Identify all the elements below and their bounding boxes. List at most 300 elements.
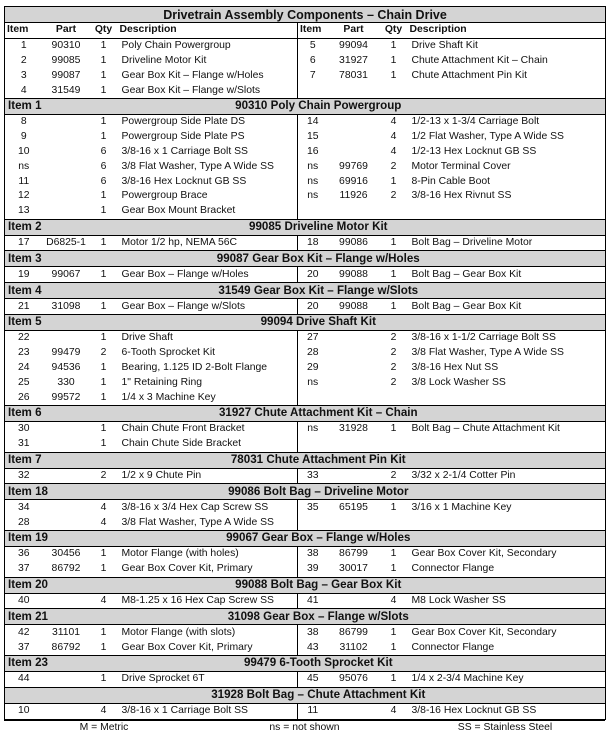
item-number: 5: [309, 40, 316, 52]
section-title: 31549 Gear Box Kit – Flange w/Slots: [90, 283, 606, 299]
part-number: 78031: [339, 69, 368, 81]
item-number: 21: [17, 300, 30, 312]
section-item-number: 2: [35, 220, 42, 234]
parts-table-body: [5, 7, 606, 720]
part-number: 330: [57, 376, 75, 388]
table-title: Drivetrain Assembly Components – Chain Drive: [5, 7, 606, 23]
quantity: 1: [390, 501, 397, 513]
item-number: 11: [18, 175, 30, 187]
item-number: 9: [20, 131, 27, 143]
table-row: [5, 625, 606, 640]
description: 3/8-16 x 1 Carriage Bolt SS: [118, 703, 298, 719]
description: [408, 437, 606, 452]
part-number: [43, 671, 90, 687]
item-number: 38: [306, 626, 319, 638]
quantity: 1: [100, 548, 107, 560]
part-number: 99087: [51, 69, 81, 81]
part-number: 90310: [51, 40, 81, 52]
item-number: 10: [17, 145, 30, 157]
part-number: [43, 703, 90, 719]
part-number: 99572: [51, 391, 81, 403]
part-number: [328, 145, 380, 160]
part-number: [328, 437, 380, 452]
table-row: [5, 174, 606, 189]
description: Bolt Bag – Gear Box Kit: [411, 300, 522, 312]
description: Connector Flange: [411, 641, 495, 653]
section-item-label: Item: [8, 609, 32, 623]
description: Motor Terminal Cover: [411, 160, 511, 172]
part-number: [328, 130, 380, 145]
section-header: [5, 609, 606, 625]
section-title: 99086 Bolt Bag – Driveline Motor: [90, 484, 606, 500]
item-number: 35: [306, 501, 319, 513]
part-number: [328, 346, 380, 361]
column-header-description: Description: [408, 23, 606, 39]
description: Bolt Bag – Gear Box Kit: [411, 268, 522, 280]
item-number: 27: [306, 332, 319, 344]
description: Powergroup Side Plate PS: [118, 130, 298, 145]
column-header-row: [5, 23, 606, 39]
item-number: 6: [309, 54, 316, 66]
quantity: 2: [100, 347, 107, 359]
quantity: 1: [100, 268, 107, 280]
item-number: 36: [17, 548, 30, 560]
section-item-number: 7: [35, 453, 42, 467]
section-header: [5, 452, 606, 468]
part-number: [43, 189, 90, 204]
description: 1" Retaining Ring: [118, 375, 298, 390]
column-header-qty: Qty: [90, 23, 118, 39]
part-number: 65195: [339, 501, 368, 513]
quantity: 6: [100, 145, 107, 157]
table-row: [5, 346, 606, 361]
description: Powergroup Side Plate DS: [118, 114, 298, 129]
table-row: [5, 145, 606, 160]
table-row: [5, 68, 606, 83]
part-number: [328, 703, 380, 719]
legend-stainless: SS = Stainless Steel: [405, 720, 605, 736]
table-row: [5, 299, 606, 315]
part-number: 31098: [51, 300, 81, 312]
section-item-ref: [5, 314, 90, 330]
part-number: [43, 114, 90, 129]
quantity: 1: [100, 423, 107, 435]
column-header-part: Part: [328, 23, 380, 39]
quantity: [380, 515, 408, 530]
description: Motor Flange (with slots): [118, 625, 298, 640]
table-row: [5, 515, 606, 530]
item-number: 40: [17, 594, 30, 606]
item-number: 45: [306, 673, 319, 685]
section-title: 99094 Drive Shaft Kit: [90, 314, 606, 330]
section-item-label: Item: [8, 578, 32, 592]
description: 3/8 Flat Washer, Type A Wide SS: [118, 515, 298, 530]
section-title: 99067 Gear Box – Flange w/Holes: [90, 530, 606, 546]
quantity: 1: [100, 438, 107, 450]
item-number: 16: [306, 145, 319, 157]
item-number: 33: [306, 469, 319, 481]
description: Chute Attachment Kit – Chain: [411, 54, 548, 66]
table-row: [5, 500, 606, 515]
table-row: [5, 421, 606, 436]
legend-metric: M = Metric: [4, 720, 204, 736]
part-number: [43, 330, 90, 345]
description: [408, 204, 606, 219]
item-number: 25: [17, 376, 30, 388]
section-title: 99085 Driveline Motor Kit: [90, 219, 606, 235]
description: [408, 390, 606, 405]
quantity: 1: [100, 391, 107, 403]
quantity: 2: [390, 190, 397, 202]
item-number: 17: [17, 236, 30, 248]
quantity: 1: [100, 190, 107, 202]
part-number: 99479: [51, 347, 81, 359]
description: Gear Box Cover Kit, Secondary: [411, 626, 557, 638]
quantity: 1: [390, 54, 397, 66]
description: Gear Box Mount Bracket: [118, 204, 298, 219]
description: Motor Flange (with holes): [118, 546, 298, 561]
quantity: 2: [390, 347, 397, 359]
table-row: [5, 468, 606, 484]
description: 1/2 x 9 Chute Pin: [118, 468, 298, 484]
quantity: [380, 437, 408, 452]
item-number: 38: [306, 548, 319, 560]
description: Chain Chute Front Bracket: [118, 421, 298, 436]
description: 3/16 x 1 Machine Key: [411, 501, 512, 513]
section-header: [5, 405, 606, 421]
item-number: ns: [18, 160, 30, 172]
section-item-number: 6: [35, 406, 42, 420]
description: 3/8-16 x 3/4 Hex Cap Screw SS: [118, 500, 298, 515]
section-item-label: Item: [8, 484, 32, 498]
part-number: 31549: [51, 84, 81, 96]
item-number: 32: [17, 469, 30, 481]
section-title: 78031 Chute Attachment Pin Kit: [90, 452, 606, 468]
item-number: ns: [307, 423, 319, 435]
quantity: 1: [390, 40, 397, 52]
section-header: [5, 687, 606, 703]
section-title: 99088 Bolt Bag – Gear Box Kit: [90, 577, 606, 593]
table-row: [5, 703, 606, 719]
section-item-number: 1: [35, 99, 42, 113]
table-row: [5, 204, 606, 219]
quantity: 1: [100, 69, 107, 81]
part-number: 86799: [339, 548, 368, 560]
description: 1/2-13 x 1-3/4 Carriage Bolt: [411, 116, 540, 128]
quantity: 4: [100, 501, 107, 513]
section-item-label: Item: [8, 283, 32, 297]
quantity: 1: [100, 641, 107, 653]
quantity: 2: [390, 160, 397, 172]
section-header: [5, 98, 606, 114]
part-number: [328, 375, 380, 390]
section-item-ref: [5, 283, 90, 299]
quantity: 2: [390, 332, 397, 344]
section-item-label: Item: [8, 453, 32, 467]
item-number: 28: [17, 516, 30, 528]
quantity: 2: [390, 376, 397, 388]
part-number: [43, 468, 90, 484]
table-row: [5, 189, 606, 204]
quantity: 4: [390, 145, 397, 157]
quantity: 4: [100, 594, 107, 606]
part-number: [43, 130, 90, 145]
description: 1/4 x 2-3/4 Machine Key: [411, 673, 524, 685]
section-item-label: Item: [8, 220, 32, 234]
part-number: 99085: [51, 54, 81, 66]
quantity: 1: [390, 300, 397, 312]
description: [408, 515, 606, 530]
description: M8-1.25 x 16 Hex Cap Screw SS: [118, 593, 298, 609]
item-number: ns: [307, 190, 319, 202]
column-header-qty: Qty: [380, 23, 408, 39]
section-item-number: 18: [35, 484, 48, 498]
description: Gear Box Cover Kit, Primary: [118, 562, 298, 577]
table-row: [5, 38, 606, 53]
column-header-item: Item: [298, 23, 328, 39]
part-number: [328, 468, 380, 484]
section-item-number: 23: [35, 656, 48, 670]
description: 8-Pin Cable Boot: [411, 175, 491, 187]
item-number: 18: [306, 236, 319, 248]
section-header: [5, 314, 606, 330]
table-row: [5, 437, 606, 452]
item-number: 3: [20, 69, 27, 81]
quantity: 6: [100, 175, 107, 187]
part-number: 99067: [51, 268, 81, 280]
section-title: 31927 Chute Attachment Kit – Chain: [90, 405, 606, 421]
quantity: 1: [100, 300, 107, 312]
item-number: 26: [17, 391, 30, 403]
description: Bolt Bag – Chute Attachment Kit: [411, 423, 560, 435]
section-item-ref: [5, 251, 90, 267]
item-number: 1: [20, 40, 27, 52]
part-number: 31101: [51, 626, 81, 638]
description: Gear Box Kit – Flange w/Holes: [118, 68, 298, 83]
description: Drive Shaft Kit: [411, 40, 478, 52]
part-number: 31927: [339, 54, 368, 66]
description: Gear Box Cover Kit, Primary: [118, 640, 298, 655]
description: Gear Box Kit – Flange w/Slots: [118, 83, 298, 98]
part-number: [43, 204, 90, 219]
section-header: [5, 219, 606, 235]
quantity: 1: [100, 332, 107, 344]
item-number: 20: [306, 268, 319, 280]
parts-table: [4, 6, 606, 720]
section-title: 31928 Bolt Bag – Chute Attachment Kit: [90, 687, 606, 703]
part-number: [43, 174, 90, 189]
table-row: [5, 130, 606, 145]
part-number: 99769: [339, 160, 368, 172]
section-item-ref: [5, 484, 90, 500]
section-title: 31098 Gear Box – Flange w/Slots: [90, 609, 606, 625]
item-number: 8: [20, 116, 27, 128]
item-number: 14: [306, 116, 319, 128]
part-number: 86799: [339, 626, 368, 638]
table-row: [5, 562, 606, 577]
section-title: 99087 Gear Box Kit – Flange w/Holes: [90, 251, 606, 267]
table-row: [5, 390, 606, 405]
description: 3/32 x 2-1/4 Cotter Pin: [411, 469, 516, 481]
part-number: 99094: [339, 40, 368, 52]
item-number: [298, 515, 328, 530]
quantity: 1: [390, 548, 397, 560]
description: Bearing, 1.125 ID 2-Bolt Flange: [118, 361, 298, 376]
quantity: 4: [100, 516, 107, 528]
column-header-part: Part: [43, 23, 90, 39]
column-header-item: Item: [5, 23, 43, 39]
section-item-label: Item: [8, 315, 32, 329]
item-number: 29: [306, 361, 319, 373]
description: 3/8 Flat Washer, Type A Wide SS: [411, 347, 564, 359]
part-number: [328, 390, 380, 405]
quantity: 1: [100, 54, 107, 66]
quantity: 2: [390, 469, 397, 481]
section-item-ref: [5, 687, 90, 703]
item-number: 12: [17, 190, 30, 202]
quantity: 4: [390, 705, 397, 717]
item-number: 31: [17, 438, 30, 450]
table-row: [5, 235, 606, 251]
description: 3/8 Flat Washer, Type A Wide SS: [118, 159, 298, 174]
description: Bolt Bag – Driveline Motor: [411, 236, 533, 248]
section-item-number: 4: [35, 283, 42, 297]
quantity: 4: [390, 131, 397, 143]
description: Gear Box – Flange w/Holes: [118, 267, 298, 283]
part-number: [328, 593, 380, 609]
quantity: 4: [390, 116, 397, 128]
description: 1/2 Flat Washer, Type A Wide SS: [411, 131, 564, 143]
part-number: 30456: [51, 548, 81, 560]
section-header: [5, 577, 606, 593]
section-item-label: Item: [8, 251, 32, 265]
item-number: 7: [309, 69, 316, 81]
quantity: [380, 204, 408, 219]
part-number: 86792: [51, 641, 81, 653]
description: Powergroup Brace: [118, 189, 298, 204]
table-row: [5, 159, 606, 174]
part-number: [328, 330, 380, 345]
part-number: [43, 515, 90, 530]
description: 3/8-16 Hex Rivnut SS: [411, 190, 512, 202]
description: Poly Chain Powergroup: [118, 38, 298, 53]
part-number: 30017: [339, 563, 368, 575]
item-number: 23: [17, 347, 30, 359]
item-number: 13: [17, 205, 30, 217]
section-item-number: 5: [35, 315, 42, 329]
item-number: 24: [17, 361, 30, 373]
item-number: 22: [17, 332, 30, 344]
item-number: 37: [17, 563, 30, 575]
section-item-ref: [5, 577, 90, 593]
description: Gear Box – Flange w/Slots: [118, 299, 298, 315]
section-item-ref: [5, 609, 90, 625]
legend-not-shown: ns = not shown: [204, 720, 405, 736]
table-row: [5, 593, 606, 609]
part-number: 95076: [339, 673, 368, 685]
part-number: [43, 593, 90, 609]
part-number: [43, 145, 90, 160]
description: 3/8-16 Hex Locknut GB SS: [411, 705, 537, 717]
quantity: 1: [100, 205, 107, 217]
quantity: 1: [390, 641, 397, 653]
item-number: 4: [20, 84, 27, 96]
section-title: 90310 Poly Chain Powergroup: [90, 98, 606, 114]
quantity: 1: [390, 236, 397, 248]
section-item-number: 20: [35, 578, 48, 592]
table-row: [5, 361, 606, 376]
item-number: 44: [17, 673, 30, 685]
item-number: [298, 83, 328, 98]
description: Connector Flange: [411, 563, 495, 575]
quantity: 1: [390, 423, 397, 435]
legend-row: [4, 720, 605, 736]
description: 3/8-16 Hex Locknut GB SS: [118, 174, 298, 189]
description: 3/8-16 Hex Nut SS: [411, 361, 499, 373]
description: 1/4 x 3 Machine Key: [118, 390, 298, 405]
part-number: [43, 421, 90, 436]
part-number: D6825-1: [46, 236, 86, 248]
section-header: [5, 655, 606, 671]
section-header: [5, 283, 606, 299]
table-row: [5, 267, 606, 283]
table-row: [5, 83, 606, 98]
description: Chute Attachment Pin Kit: [411, 69, 528, 81]
part-number: 31102: [339, 641, 368, 653]
section-item-number: 21: [35, 609, 48, 623]
part-number: 69916: [339, 175, 368, 187]
section-item-ref: [5, 452, 90, 468]
item-number: 43: [306, 641, 319, 653]
section-header: [5, 251, 606, 267]
table-row: [5, 375, 606, 390]
description: Driveline Motor Kit: [118, 54, 298, 69]
quantity: 1: [100, 361, 107, 373]
quantity: 1: [390, 268, 397, 280]
part-number: [43, 500, 90, 515]
item-number: 34: [17, 501, 30, 513]
description: Chain Chute Side Bracket: [118, 437, 298, 452]
part-number: [43, 159, 90, 174]
section-item-ref: [5, 405, 90, 421]
quantity: 1: [100, 116, 107, 128]
item-number: [298, 204, 328, 219]
quantity: 1: [100, 84, 107, 96]
part-number: [328, 361, 380, 376]
item-number: ns: [307, 376, 319, 388]
item-number: 37: [17, 641, 30, 653]
part-number: [328, 83, 380, 98]
section-header: [5, 530, 606, 546]
description: Drive Shaft: [118, 330, 298, 345]
section-title: 99479 6-Tooth Sprocket Kit: [90, 655, 606, 671]
item-number: 42: [17, 626, 30, 638]
quantity: 1: [100, 236, 107, 248]
item-number: 20: [306, 300, 319, 312]
part-number: 86792: [51, 563, 81, 575]
section-item-ref: [5, 655, 90, 671]
table-row: [5, 671, 606, 687]
table-row: [5, 546, 606, 561]
section-item-ref: [5, 98, 90, 114]
part-number: [328, 515, 380, 530]
item-number: 30: [17, 423, 30, 435]
part-number: 94536: [51, 361, 81, 373]
quantity: 1: [100, 563, 107, 575]
description: Gear Box Cover Kit, Secondary: [411, 548, 557, 560]
item-number: [298, 437, 328, 452]
item-number: 2: [20, 54, 27, 66]
